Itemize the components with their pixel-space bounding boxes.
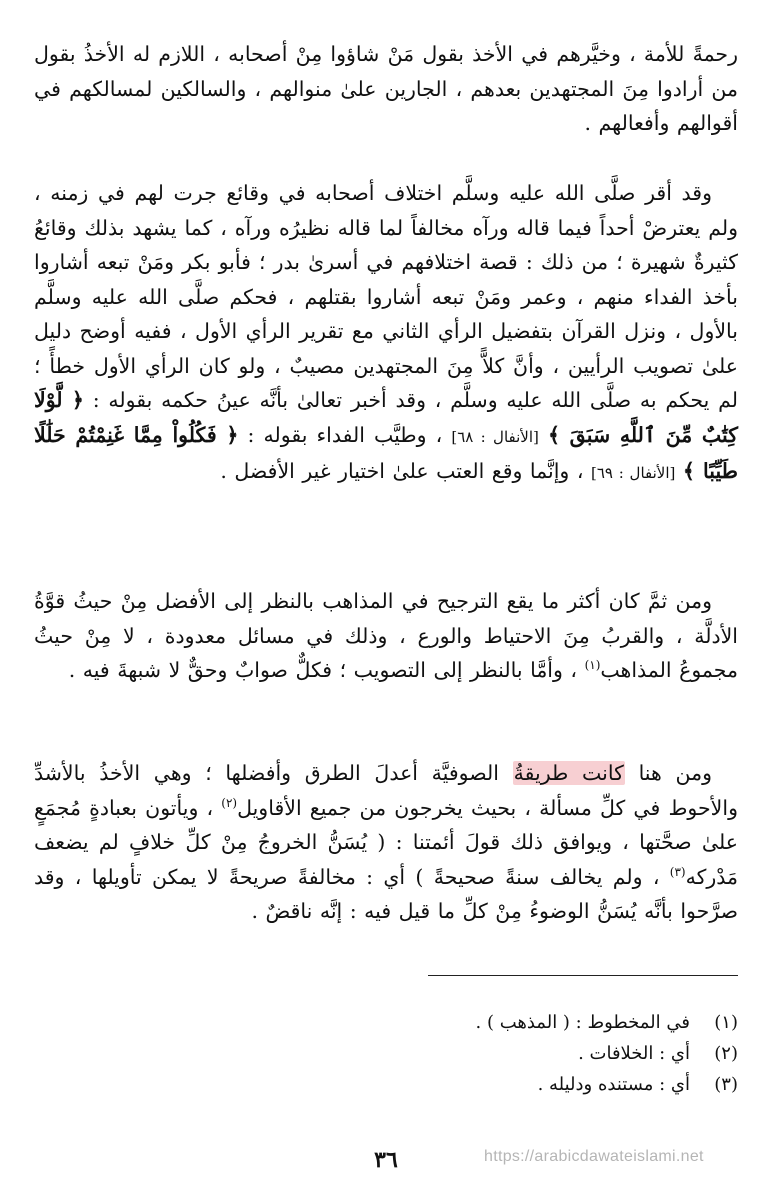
footnote-item: [34, 1007, 738, 1038]
paragraph-4: [34, 756, 738, 929]
footnote-number: (١): [714, 1012, 738, 1033]
footnote-item: [34, 1038, 738, 1069]
paragraph-2: [34, 176, 738, 491]
paragraph-2-text-c: ، وإنَّما وقع العتب علىٰ اختيار غير الأفضل .: [220, 459, 584, 483]
paragraph-4-text-d: ، ولم يخالف سنةً صحيحةً ) أي : مخالفةً صريحةً لا يمكن تأويلها ، وقد صرَّحوا بأنَّه يُسَنُّ الوضوءُ مِنْ كلِّ ما قيل فيه : إنَّه ناقضٌ .: [34, 864, 738, 923]
quran-verse-1: ﴿ لَّوْلَا كِتَٰبٌ مِّنَ ٱللَّهِ سَبَقَ ﴾: [34, 388, 738, 447]
footnote-item: [34, 1069, 738, 1100]
paragraph-2-text-a: وقد أقر صلَّى الله عليه وسلَّم اختلاف أصحابه في وقائع جرت لهم في زمنه ، ولم يعترضْ أحداً فيما قاله ورآه مخالفاً لما قاله نظيرُه ورآه ، كما يشهد بذلك وقائعُ كثيرةٌ شهيرة ؛ من ذلك : قصة اختلافهم في أسرىٰ بدر ؛ فأبو بكر ومَنْ تبعه أشاروا بأخذ الفداء منهم ، وعمر ومَنْ تبعه أشاروا بقتلهم ، فحكم صلَّى الله عليه وسلَّم بالأول ، ونزل القرآن بتفضيل الرأي الثاني مع تقرير الرأي الأول ، ففيه أوضح دليل علىٰ تصويب الرأيين ، وأنَّ كلاًّ مِنَ المجتهدين مصيبٌ ، ولو كان الرأي الأول خطأً ؛ لم يحكم به صلَّى الله عليه وسلَّم ، وقد أخبر تعالىٰ بأنَّه عينُ حكمه بقوله :: [34, 181, 738, 412]
highlighted-text[interactable]: كانت طريقةُ: [513, 761, 624, 785]
paragraph-4-text-c: ، ويأتون بعبادةٍ مُجمَعٍ علىٰ صحَّتها ، ويوافق ذلك قولَ أئمتنا : ( يُسَنُّ الخروجُ مِنْ كلِّ خلافٍ لم يضعف مَدْركه: [34, 795, 738, 889]
watermark-url: https://arabicdawateislami.net: [484, 1148, 704, 1165]
paragraph-2-text-b: ، وطيَّب الفداء بقوله :: [247, 422, 443, 447]
page-number: ٣٦: [374, 1147, 398, 1173]
footnote-text: أي : الخلافات .: [578, 1043, 690, 1064]
footnote-marker-2[interactable]: (٢): [221, 795, 238, 810]
verse-reference-2: [الأنفال : ٦٩]: [590, 464, 676, 482]
quran-verse-2: ﴿ فَكُلُواْ مِمَّا غَنِمْتُمْ حَلَٰلًا طَيِّبًا ﴾: [34, 422, 738, 483]
footnote-divider: [428, 975, 738, 976]
verse-reference-1: [الأنفال : ٦٨]: [451, 427, 539, 446]
footnote-text: في المخطوط : ( المذهب ) .: [475, 1012, 690, 1033]
footnote-marker-1[interactable]: (١): [584, 658, 601, 673]
footnote-number: (٢): [714, 1043, 738, 1064]
footnote-marker-3[interactable]: (٣): [669, 864, 686, 879]
paragraph-1: [34, 37, 738, 141]
paragraph-3: [34, 584, 738, 688]
paragraph-3-text-b: ، وأمَّا بالنظر إلى التصويب ؛ فكلٌّ صوابٌ وحقٌّ لا شبهةَ فيه .: [68, 658, 578, 682]
paragraph-4-text-a: ومن هنا: [638, 761, 712, 785]
paragraph-4-text-b: الصوفيَّة أعدلَ الطرق وأفضلها ؛ وهي الأخذُ بالأشدِّ والأحوط في كلِّ مسألة ، بحيث يخرجون من جميع الأقاويل: [34, 761, 738, 820]
footnote-text: أي : مستنده ودليله .: [537, 1074, 690, 1095]
paragraph-1-text: رحمةً للأمة ، وخيَّرهم في الأخذ بقول مَنْ شاؤوا مِنْ أصحابه ، اللازم له الأخذُ بقول من أرادوا مِنَ المجتهدين بعدهم ، الجارين علىٰ منوالهم ، والسالكين لمسالكهم في أقوالهم وأفعالهم .: [34, 42, 738, 135]
footnote-number: (٣): [714, 1074, 738, 1095]
paragraph-3-text-a: ومن ثمَّ كان أكثر ما يقع الترجيح في المذاهب بالنظر إلى الأفضل مِنْ حيثُ قوَّةُ الأدلَّة ، والقربُ مِنَ الاحتياط والورع ، وذلك في مسائل معدودة ، لا مِنْ حيثُ مجموعُ المذاهب: [34, 589, 738, 682]
footnotes: [34, 1007, 738, 1100]
book-page: [34, 0, 738, 1200]
